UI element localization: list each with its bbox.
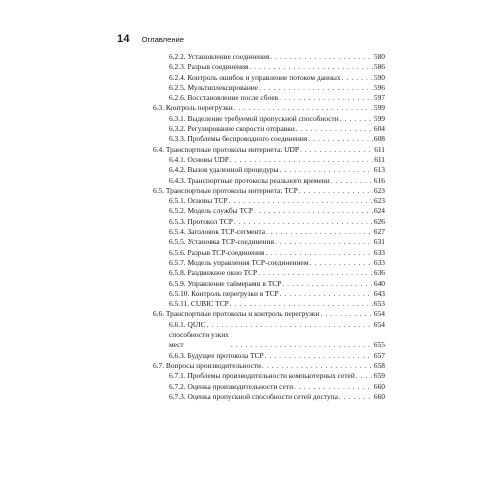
- toc-entry-page: 613: [373, 165, 385, 175]
- toc-entry-title: 6.4.1. Основы UDP: [169, 154, 229, 164]
- toc-entry[interactable]: [153, 93, 385, 103]
- toc-entry[interactable]: [153, 330, 385, 351]
- toc-entry-title: 6.5.11. CUBIC TCP: [169, 299, 229, 309]
- toc-entry[interactable]: [153, 186, 385, 196]
- toc-entry-title: 6.3. Контроль перегрузки: [153, 103, 233, 113]
- toc-entry-page: 653: [373, 299, 385, 309]
- toc-entry[interactable]: [153, 176, 385, 186]
- toc-entry[interactable]: [153, 134, 385, 144]
- toc-entry-title: 6.5.5. Установка TCP-соединения: [169, 237, 274, 247]
- dot-leader: [266, 227, 373, 237]
- toc-entry-title: 6.3.1. Выделение требуемой пропускной способности: [169, 113, 339, 123]
- toc-entry-title: 6.5.1. Основы TCP: [169, 196, 228, 206]
- page-header: [117, 33, 184, 47]
- dot-leader: [280, 289, 373, 299]
- dot-leader: [265, 248, 373, 258]
- toc-entry-page: 599: [373, 103, 385, 113]
- toc-entry-title: 6.4. Транспортные протоколы интернета: UDP: [153, 144, 299, 154]
- toc-entry-page: 590: [373, 72, 385, 82]
- dot-leader: [300, 145, 373, 155]
- toc-entry[interactable]: [153, 217, 385, 227]
- dot-leader: [282, 279, 373, 289]
- dot-leader: [229, 196, 373, 206]
- toc-entry[interactable]: [153, 145, 385, 155]
- toc-entry-page: 655: [373, 340, 385, 350]
- dot-leader: [262, 361, 373, 371]
- toc-entry-page: 597: [373, 93, 385, 103]
- toc-entry-page: 660: [373, 381, 385, 391]
- toc-entry-title: 6.4.2. Вызов удаленной процедуры: [169, 165, 279, 175]
- toc-entry-title: 6.7.3. Оценка пропускной способности сетей доступа: [169, 391, 338, 401]
- dot-leader: [270, 52, 373, 62]
- toc-entry-title: 6.2.2. Установление соединения: [169, 52, 270, 61]
- toc-entry-title: 6.5.10. Контроль перегрузки в TCP: [169, 288, 279, 298]
- toc-entry-title: способности узких мест: [169, 330, 229, 350]
- toc-entry-page: 627: [373, 227, 385, 237]
- dot-leader: [296, 124, 373, 134]
- toc-entry-title: 6.3.3. Проблемы беспроводного соединения: [169, 134, 308, 144]
- toc-entry[interactable]: [153, 268, 385, 278]
- toc-entry[interactable]: [153, 73, 385, 83]
- toc-entry[interactable]: [153, 165, 385, 175]
- toc-entry[interactable]: [153, 237, 385, 247]
- page-number: 14: [117, 33, 130, 45]
- toc-entry-page: 608: [373, 134, 385, 144]
- toc-entry[interactable]: [153, 196, 385, 206]
- toc-entry-page: 624: [373, 206, 385, 216]
- toc-entry-title: 6.2.3. Разрыв соединения: [169, 62, 249, 72]
- dot-leader: [279, 93, 373, 103]
- toc-entry-title: 6.6.1. QUIC: [169, 319, 206, 329]
- toc-entry-page: 611: [374, 154, 385, 164]
- toc-entry-title: 6.3.2. Регулирование скорости отправки: [169, 124, 295, 134]
- toc-entry-title: 6.7.2. Оценка производительности сети: [169, 381, 294, 391]
- toc-entry-title: 6.6. Транспортные протоколы и контроль перегрузки: [153, 309, 320, 319]
- toc-entry-title: 6.5.9. Управление таймерами в TCP: [169, 278, 282, 288]
- toc-entry-title: 6.5.2. Модель службы TCP: [169, 206, 253, 216]
- toc-entry-page: 660: [373, 391, 385, 401]
- dot-leader: [320, 309, 372, 319]
- toc-entry-title: 6.5.7. Модель управления TCP-соединением: [169, 257, 309, 267]
- toc-entry-page: 659: [373, 371, 385, 381]
- toc-entry[interactable]: [153, 371, 385, 381]
- toc-entry-title: 6.5.6. Разрыв TCP-соединения: [169, 247, 265, 257]
- dot-leader: [275, 237, 373, 247]
- running-title: Оглавление: [141, 35, 184, 44]
- toc-entry-title: 6.2.6. Восстановление после сбоев: [169, 93, 279, 103]
- dot-leader: [231, 340, 373, 350]
- toc-entry[interactable]: [153, 114, 385, 124]
- toc-entry-title: 6.5.4. Заголовок TCP-сегмента: [169, 227, 265, 237]
- toc-entry-page: 633: [373, 257, 385, 267]
- toc-entry-title: 6.5.8. Раздвижное окно TCP: [169, 268, 258, 278]
- toc-entry-page: 623: [373, 196, 385, 206]
- toc-entry-page: 654: [373, 319, 385, 329]
- toc-entry-title: 6.2.4. Контроль ошибок и управление потоком данных: [169, 72, 341, 82]
- dot-leader: [308, 134, 373, 144]
- toc-entry[interactable]: [153, 258, 385, 268]
- toc-entry[interactable]: [153, 103, 385, 113]
- toc-entry[interactable]: [153, 299, 385, 309]
- toc-entry[interactable]: [153, 155, 385, 165]
- toc-entry-page: 654: [373, 309, 385, 319]
- dot-leader: [258, 268, 373, 278]
- table-of-contents: [153, 52, 385, 402]
- toc-entry[interactable]: [153, 320, 385, 330]
- toc-entry[interactable]: [153, 227, 385, 237]
- dot-leader: [249, 62, 373, 72]
- toc-entry-page: 626: [373, 216, 385, 226]
- toc-entry-title: 6.5. Транспортные протоколы интернета: TCP: [153, 185, 298, 195]
- toc-entry-page: 657: [373, 350, 385, 360]
- toc-entry[interactable]: [153, 289, 385, 299]
- toc-entry-page: 640: [373, 278, 385, 288]
- toc-entry[interactable]: [153, 248, 385, 258]
- dot-leader: [207, 320, 373, 330]
- dot-leader: [340, 114, 373, 124]
- toc-entry-title: 6.6.3. Будущее протокола TCP: [169, 350, 264, 360]
- dot-leader: [230, 299, 373, 309]
- toc-entry-page: 631: [373, 237, 385, 247]
- toc-entry-page: 586: [373, 62, 385, 72]
- toc-entry-title: 6.2.5. Мультиплексирование: [169, 82, 259, 92]
- toc-entry[interactable]: [153, 351, 385, 361]
- toc-entry-page: 643: [373, 288, 385, 298]
- toc-entry[interactable]: [153, 361, 385, 371]
- toc-entry[interactable]: [153, 206, 385, 216]
- dot-leader: [234, 103, 373, 113]
- dot-leader: [254, 206, 373, 216]
- dot-leader: [331, 176, 373, 186]
- toc-entry-page: 658: [373, 360, 385, 370]
- toc-entry-page: 633: [373, 247, 385, 257]
- dot-leader: [299, 186, 373, 196]
- toc-entry[interactable]: [153, 124, 385, 134]
- toc-entry-page: 623: [373, 185, 385, 195]
- toc-entry-page: 616: [373, 175, 385, 185]
- toc-entry-title: 6.7.1. Проблемы производительности компьютерных сетей: [169, 371, 355, 381]
- toc-entry-page: 599: [373, 113, 385, 123]
- toc-entry-title: 6.5.3. Протокол TCP: [169, 216, 233, 226]
- dot-leader: [259, 83, 373, 93]
- dot-leader: [230, 155, 373, 165]
- toc-entry-page: 580: [373, 52, 385, 61]
- dot-leader: [280, 165, 373, 175]
- dot-leader: [356, 371, 373, 381]
- toc-entry-title: 6.7. Вопросы производительности: [153, 360, 261, 370]
- dot-leader: [294, 382, 373, 392]
- toc-entry-page: 604: [373, 124, 385, 134]
- dot-leader: [265, 351, 373, 361]
- dot-leader: [339, 392, 373, 402]
- toc-entry[interactable]: [153, 309, 385, 319]
- toc-entry[interactable]: [153, 382, 385, 392]
- toc-entry[interactable]: [153, 279, 385, 289]
- dot-leader: [342, 73, 373, 83]
- toc-entry[interactable]: [153, 62, 385, 72]
- toc-entry[interactable]: [153, 52, 385, 62]
- toc-entry-page: 611: [374, 144, 385, 154]
- dot-leader: [310, 258, 373, 268]
- toc-entry-page: 596: [373, 82, 385, 92]
- toc-entry[interactable]: [153, 83, 385, 93]
- toc-entry[interactable]: [153, 392, 385, 402]
- dot-leader: [234, 217, 373, 227]
- toc-entry-page: 636: [373, 268, 385, 278]
- toc-entry-title: 6.4.3. Транспортные протоколы реального времени: [169, 175, 330, 185]
